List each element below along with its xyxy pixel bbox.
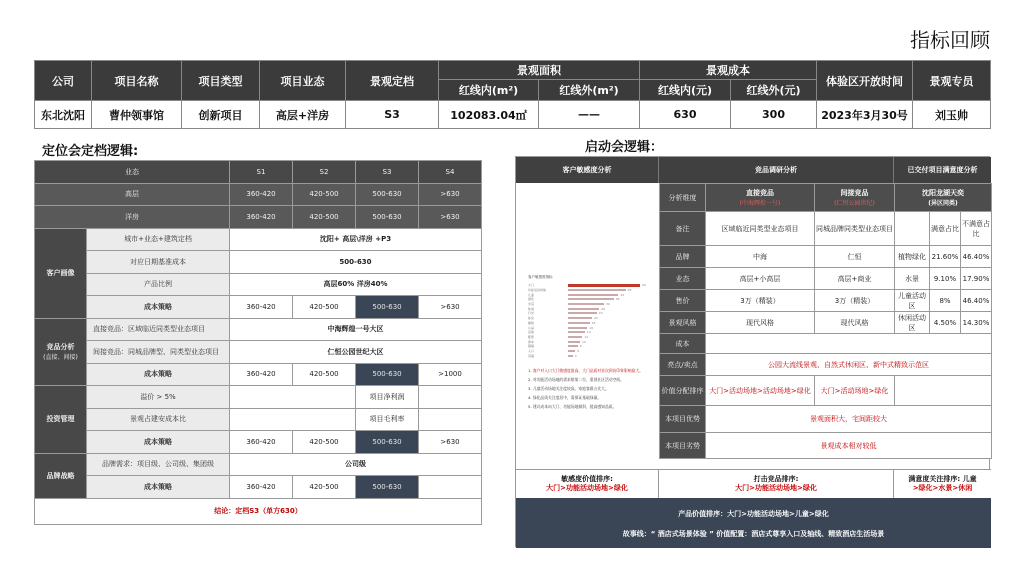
header-grade: 景观定档 [346,61,439,101]
header-area: 景观面积 [439,61,640,80]
rt-value-order-indirect: 大门>活动场地>绿化 [815,376,895,406]
rt-direct-sub: (中海辉煌一号) [739,200,781,207]
conclusion-banner [516,498,991,548]
head-format: 业态 [35,161,230,184]
rt-price-label: 售价 [660,290,706,312]
chart-bar [568,345,578,347]
chart-bar [568,341,580,343]
chart-tick-label: 水景 [528,302,535,307]
chart-bar [568,355,573,357]
rt-advantage-label: 本项目优势 [660,406,706,433]
chart-tick-label: 入口 [528,348,535,353]
chart-data-label: 18 [591,320,596,325]
chart-data-label: 4 [574,353,577,358]
rt-price-indirect: 3万（精装） [815,290,895,312]
investment-cost-s1: 360-420 [230,431,293,454]
chart-tick-label: 灯光 [528,311,535,316]
head-s2: S2 [293,161,356,184]
chart-tick-label: 标识 [528,316,535,321]
rt-sat-4: 4.50% [930,312,961,334]
cell-company: 东北沈阳 [35,101,92,129]
customer-cost-s4: >630 [419,296,482,319]
competitor-r1-label: 直接竞品：区域临近同类型业态项目 [87,318,230,341]
sensitivity-chart [516,183,659,428]
summary-table [34,60,991,129]
chart-bar [568,308,599,310]
row-gaoceng-s3: 500-630 [356,183,419,206]
rt-blank [895,212,930,246]
chart-note: 2. 对功能活动场地的需求排第二位，重视社区活动空间。 [528,376,624,382]
row-yangfang-s4: >630 [419,206,482,229]
customer-cost-label: 成本策略 [87,296,230,319]
rt-format-indirect: 高层+商业 [815,268,895,290]
rt-indirect-title: 间接竞品 [840,189,869,197]
row-yangfang-s3: 500-630 [356,206,419,229]
rt-sat-item-4: 休闲活动区 [895,312,930,334]
header-cost: 景观成本 [640,61,817,80]
rt-cost-value [706,334,992,354]
chart-tick-label: 铺装 [528,320,535,325]
chart-bar [568,284,640,287]
rt-style-indirect: 现代风格 [815,312,895,334]
row-yangfang-label: 洋房 [35,206,230,229]
chart-bar [568,312,597,314]
chart-bar [568,322,590,324]
competitor-cost-s1: 360-420 [230,363,293,386]
header-format: 项目业态 [260,61,346,101]
brand-r1-value: 公司级 [230,453,482,476]
rt-unsat-3: 46.40% [961,290,992,312]
chart-tick-label: 其他 [528,330,535,335]
conclusion: 结论：定档S3（单方630） [35,498,482,524]
chart-data-label: 48 [627,288,632,293]
investment-r2-blank [230,408,356,431]
chart-data-label: 42 [620,292,625,297]
chart-data-label: 6 [577,348,580,353]
chart-tick-label: 小品 [528,325,535,330]
investment-cost-s4: >630 [419,431,482,454]
row-yangfang-s1: 360-420 [230,206,293,229]
chart-tick-label: 围墙 [528,344,535,349]
investment-r2-label: 景观占建安成本比 [87,408,230,431]
competitor-r2-label: 间接竞品：同城品牌型、同类型业态项目 [87,341,230,364]
group-competitor-sub: (直接、间接) [43,354,78,362]
chart-data-label: 8 [579,344,582,349]
rt-analysis-dim: 分析维度 [660,184,706,212]
rt-disadvantage-value: 景观成本相对较低 [706,433,992,459]
investment-cost-s3: 500-630 [356,431,419,454]
rt-sat-item-1: 植物绿化 [895,246,930,268]
rt-remark-label: 备注 [660,212,706,246]
rt-advantage-value: 景观面积大，宅间距较大 [706,406,992,433]
sort-competitor-value: 大门>功能活动场地>绿化 [735,484,817,492]
competitor-cost-label: 成本策略 [87,363,230,386]
customer-r1-label: 城市+业态+建筑定档 [87,228,230,251]
chart-data-label: 30 [606,302,610,307]
right-section-title: 启动会逻辑： [585,140,664,155]
chart-bar [568,303,604,305]
header-delivered-analysis: 已交付项目满意度分析 [894,157,991,183]
competitor-r1-value: 中海辉煌一号大区 [230,318,482,341]
chart-note: 5. 建议成本向大门、功能场地倾斜，提高感知品质。 [528,403,617,409]
chart-bar [568,327,587,329]
page-title: 指标回顾 [910,28,990,52]
cell-area-out: —— [539,101,640,129]
rt-value-order-label: 价值分配排序 [660,376,706,406]
chart-data-label: 20 [594,316,598,321]
rt-unsat-1: 46.40% [961,246,992,268]
cell-format: 高层+洋房 [260,101,346,129]
investment-cost-label: 成本策略 [87,431,230,454]
sort-satisfaction-title: 满意度关注排序: 儿童 [908,474,977,483]
competitor-cost-s2: 420-500 [293,363,356,386]
investment-r1-label: 溢价 > 5% [87,386,230,409]
investment-r1-value: 项目净利润 [356,386,419,409]
chart-bar [568,350,575,352]
storyline: 故事线：“ 酒店式场景体验 ” 价值配置：酒店式尊享入口及轴线、精致酒店生活场景 [622,530,885,538]
cell-cost-in: 630 [640,101,731,129]
investment-cost-s2: 420-500 [293,431,356,454]
chart-tick-label: 大门 [528,283,535,288]
chart-bar [568,336,582,338]
chart-bar [568,317,592,319]
header-competitor-analysis: 竞品调研分析 [659,157,894,183]
customer-r3-value: 高层60% 洋房40% [230,273,482,296]
chart-title: 客户敏感度指标 [528,275,553,279]
rt-remark-direct: 区域临近同类型业态项目 [706,212,815,246]
header-area-out: 红线外(m²) [539,80,640,101]
row-gaoceng-s1: 360-420 [230,183,293,206]
chart-bar [568,298,614,300]
chart-data-label: 16 [589,325,594,330]
chart-tick-label: 景墙 [528,353,535,358]
sort-satisfaction [894,470,991,498]
kickoff-logic-panel [515,156,990,547]
brand-cost-label: 成本策略 [87,476,230,499]
investment-r1-blank [230,386,356,409]
investment-r1-blank2 [419,386,482,409]
sort-competitor [659,470,894,498]
customer-cost-s3: 500-630 [356,296,419,319]
grading-logic-table [34,160,482,525]
customer-r2-label: 对应日期基准成本 [87,251,230,274]
cell-specialist: 刘玉帅 [913,101,991,129]
header-company: 公司 [35,61,92,101]
group-competitor [35,318,87,386]
customer-cost-s1: 360-420 [230,296,293,319]
chart-data-label: 60 [642,283,646,288]
sort-satisfaction-value: >绿化>水景>休闲 [912,484,973,492]
brand-cost-s1: 360-420 [230,476,293,499]
rt-direct-title: 直接竞品 [746,189,774,197]
sort-sensitivity-value: 大门>功能活动场地>绿化 [546,484,628,492]
chart-note: 1. 客户对入口大门敏感度最高，大门品质对首次到访印象影响最大。 [528,368,643,373]
head-s3: S3 [356,161,419,184]
chart-note: 3. 儿童活动场地关注度较高，家庭客群占比大。 [528,385,609,391]
chart-data-label: 10 [582,339,586,344]
chart-bars [528,283,648,358]
chart-tick-label: 休闲 [528,306,535,311]
rt-value-order-blank [895,376,992,406]
competitor-cost-s3: 500-630 [356,363,419,386]
rt-indirect-sub: (仁恒公园世纪) [834,200,875,207]
customer-cost-s2: 420-500 [293,296,356,319]
rt-delivered-head [895,184,992,212]
sort-sensitivity-title: 敏感度价值排序: [561,474,613,483]
header-open-time: 体验区开放时间 [817,61,913,101]
rt-brand-indirect: 仁恒 [815,246,895,268]
investment-r2-blank2 [419,408,482,431]
cell-open-time: 2023年3月30号 [817,101,913,129]
priority-sort-row [516,469,991,498]
header-cost-in: 红线内(元) [640,80,731,101]
rt-sat-item-2: 水景 [895,268,930,290]
rt-format-direct: 高层+小高层 [706,268,815,290]
cell-project-name: 曹仲领事馆 [92,101,182,129]
chart-tick-label: 儿童 [528,292,535,297]
chart-data-label: 12 [584,334,589,339]
investment-r2-value: 项目毛利率 [356,408,419,431]
rt-indirect-head [815,184,895,212]
sort-sensitivity [516,470,659,498]
row-gaoceng-s2: 420-500 [293,183,356,206]
rt-unsat-4: 14.30% [961,312,992,334]
header-customer-analysis: 客户敏感度分析 [516,157,659,183]
header-specialist: 景观专员 [913,61,991,101]
rt-cost-label: 成本 [660,334,706,354]
row-yangfang-s2: 420-500 [293,206,356,229]
competitor-cost-s4: >1000 [419,363,482,386]
group-customer: 客户画像 [35,228,87,318]
customer-r1-value: 沈阳+ 高层\洋房 +P3 [230,228,482,251]
rt-format-label: 业态 [660,268,706,290]
group-brand: 品牌战略 [35,453,87,498]
chart-tick-label: 停车 [528,339,535,344]
chart-tick-label: 功能活动场地 [528,288,547,293]
cell-cost-out: 300 [731,101,817,129]
right-header-row [516,157,991,183]
header-area-in: 红线内(m²) [439,80,539,101]
cell-grade: S3 [346,101,439,129]
chart-note: 4. 绿化品质关注度居中，需保证基础绿量。 [528,394,602,400]
chart-data-label: 26 [601,306,606,311]
head-s1: S1 [230,161,293,184]
rt-style-label: 景观风格 [660,312,706,334]
chart-bar [568,289,626,291]
product-value-order: 产品价值排序：大门>功能活动场地>儿童>绿化 [678,510,829,518]
cell-project-type: 创新项目 [182,101,260,129]
header-project-name: 项目名称 [92,61,182,101]
rt-highlight-value: 公园大流线景观、自然式休闲区、新中式精致示范区 [706,354,992,376]
brand-cost-s2: 420-500 [293,476,356,499]
brand-r1-label: 品牌需求：项目级、公司级、集团级 [87,453,230,476]
rt-price-direct: 3万（精装） [706,290,815,312]
chart-tick-label: 配套 [528,334,535,339]
header-cost-out: 红线外(元) [731,80,817,101]
rt-sat-item-3: 儿童活动区 [895,290,930,312]
rt-value-order-direct: 大门>活动场地>活动场地>绿化 [706,376,815,406]
chart-bar [568,294,618,296]
row-gaoceng-s4: >630 [419,183,482,206]
chart-tick-label: 绿化 [528,297,535,302]
chart-bar-row [528,353,648,358]
header-project-type: 项目类型 [182,61,260,101]
rt-delivered-sub: (异区同类) [928,200,958,207]
competitor-table [659,183,992,459]
competitor-r2-value: 仁恒公园世纪大区 [230,341,482,364]
head-s4: S4 [419,161,482,184]
rt-sat-1: 21.60% [930,246,961,268]
rt-remark-indirect: 同城品牌同类型业态项目 [815,212,895,246]
rt-style-direct: 现代风格 [706,312,815,334]
customer-r3-label: 产品比例 [87,273,230,296]
chart-data-label: 14 [586,330,591,335]
rt-direct-head [706,184,815,212]
rt-unsat-2: 17.90% [961,268,992,290]
rt-brand-label: 品牌 [660,246,706,268]
rt-disadvantage-label: 本项目劣势 [660,433,706,459]
brand-cost-s3: 500-630 [356,476,419,499]
rt-sat-2: 9.10% [930,268,961,290]
left-section-title: 定位会定档逻辑: [42,144,139,159]
rt-delivered-title: 沈阳龙湖天奕 [922,189,964,197]
rt-unsatisfied-head: 不满意占比 [961,212,992,246]
rt-highlight-label: 亮点/卖点 [660,354,706,376]
chart-data-label: 24 [598,311,603,316]
sort-competitor-title: 打击竞品排序: [753,474,799,483]
chart-notes [528,369,653,414]
rt-sat-3: 8% [930,290,961,312]
row-gaoceng-label: 高层 [35,183,230,206]
chart-bar [568,331,585,333]
group-competitor-title: 竞品分析 [46,343,75,352]
chart-data-label: 38 [615,297,620,302]
group-investment: 投资管理 [35,386,87,454]
brand-cost-s4 [419,476,482,499]
cell-area-in: 102083.04㎡ [439,101,539,129]
rt-satisfied-head: 满意占比 [930,212,961,246]
customer-r2-value: 500-630 [230,251,482,274]
rt-brand-direct: 中海 [706,246,815,268]
